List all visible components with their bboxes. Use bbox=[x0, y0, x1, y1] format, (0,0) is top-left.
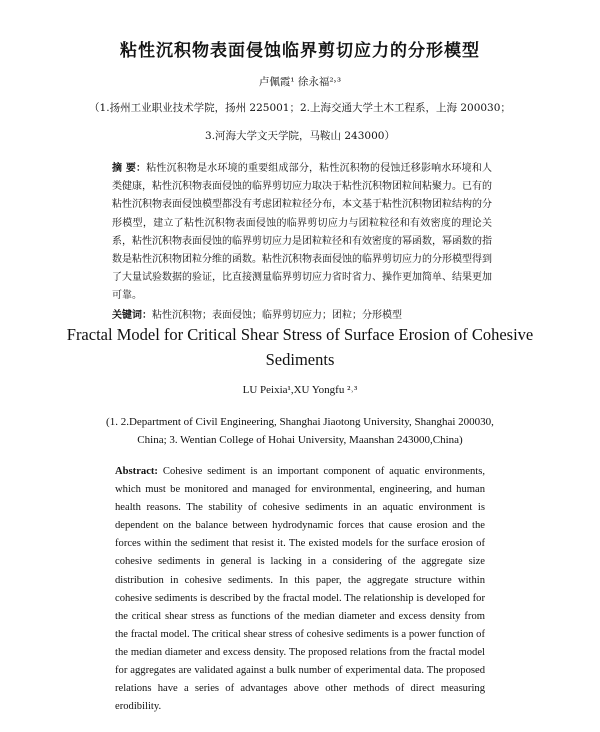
affiliation-chinese-line1: （1.扬州工业职业技术学院，扬州 225001；2.上海交通大学土木工程系，上海 200030； bbox=[89, 102, 511, 114]
abstract-chinese-label: 摘 要： bbox=[112, 163, 147, 174]
authors-english: LU Peixia¹,XU Yongfu ²˒³ bbox=[242, 384, 358, 396]
keywords-chinese bbox=[112, 306, 492, 321]
authors-chinese: 卢佩霞¹ 徐永福²˒³ bbox=[258, 76, 342, 88]
affiliation-chinese-line2: 3.河海大学文天学院，马鞍山 243000） bbox=[205, 130, 395, 142]
title-chinese: 粘性沉积物表面侵蚀临界剪切应力的分形模型 bbox=[120, 41, 480, 61]
abstract-english-label: Abstract: bbox=[115, 466, 158, 477]
abstract-chinese-text: 粘性沉积物是水环境的重要组成部分，粘性沉积物的侵蚀迁移影响水环境和人类健康，粘性沉积物表面侵蚀的临界剪切应力取决于粘性沉积物团粒间粘聚力。已有的粘性沉积物表面侵蚀模型都没有考虑团粒粒径分布，本文基于粘性沉积物团粒结构的分形模型，建立了粘性沉积物表面侵蚀的临界剪切应力与团粒粒径和有效密度的理论关系，粘性沉积物表面侵蚀的临界剪切应力是团粒粒径和有效密度的幂函数，幂函数的指数是粘性沉积物团粒分维的函数。粘性沉积物表面侵蚀的临界剪切应力的分形模型得到了大量试验数据的验证，比直接测量临界剪切应力省时省力、操作更加简单、结果更加可靠。 bbox=[112, 163, 492, 302]
affiliation-english: (1. 2.Department of Civil Engineering, Shanghai Jiaotong University, Shanghai 200030, China; 3. Wentian College of Hohai University, Maanshan 243000,China) bbox=[106, 416, 494, 446]
keywords-chinese-label: 关键词： bbox=[112, 310, 152, 321]
keywords-chinese-text: 粘性沉积物；表面侵蚀；临界剪切应力；团粒；分形模型 bbox=[152, 310, 402, 321]
abstract-english-text: Cohesive sediment is an important component of aquatic environments, which must be monitored and managed for environmental, engineering, and human health reasons. The stability of cohesive sediments in an aquatic environment is dependent on the balance between hydrodynamic forces that cause erosion and the forces within the sediment that resist it. The existed models for the surface erosion of cohesive sediments in general is lacking in a considering of the aggregate size distribution in cohesive sediments. In this paper, the aggregate structure within cohesive sediments is described by the fractal model. The relationship is developed for the critical shear stress as functions of the median diameter and excess density from the fractal model. The critical shear stress of cohesive sediments is a power function of the median diameter and excess density. The proposed relations from the fractal model for aggregates are validated against a bulk number of experimental data. The proposed relations have a series of advantages above other methods of direct measuring erodibility. bbox=[115, 466, 485, 713]
title-english: Fractal Model for Critical Shear Stress of Surface Erosion of Cohesive Sediments bbox=[66, 325, 534, 369]
abstract-english bbox=[115, 463, 485, 716]
abstract-chinese bbox=[112, 160, 492, 306]
